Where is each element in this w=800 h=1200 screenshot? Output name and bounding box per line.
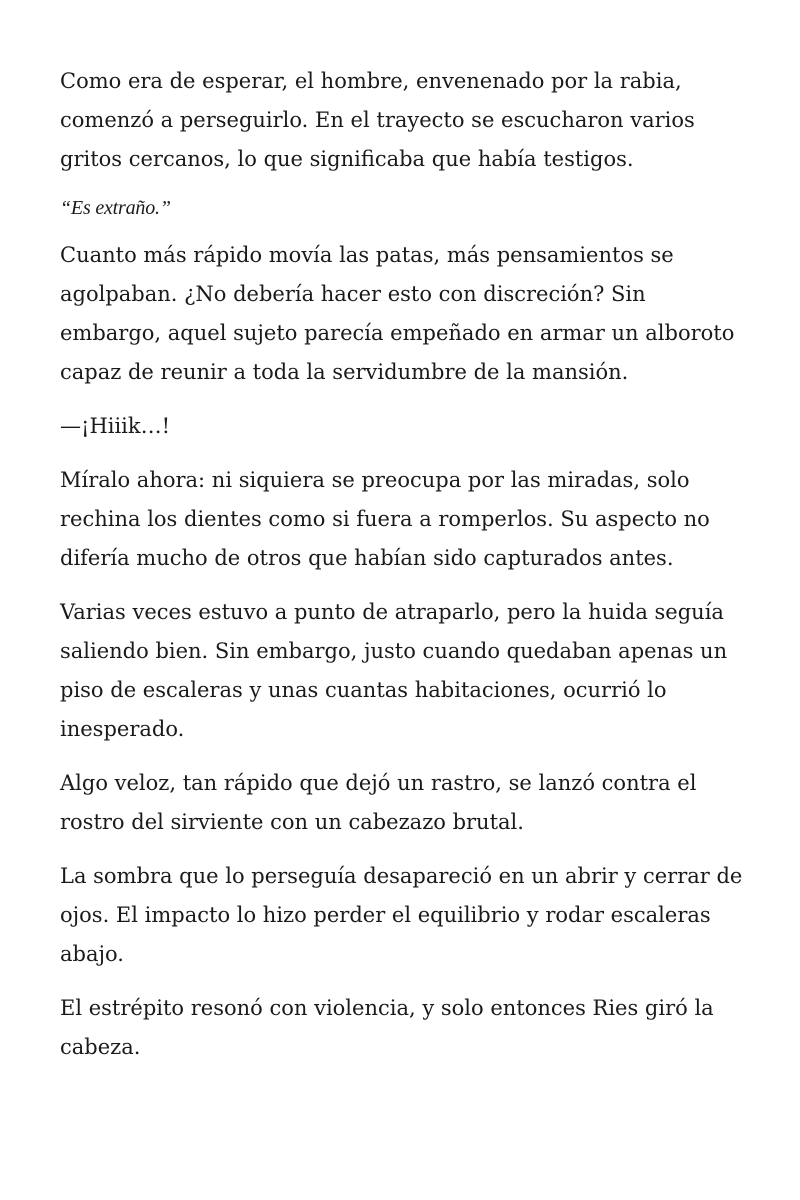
paragraph-7: El estrépito resonó con violencia, y solo entonces Ries giró la cabeza.	[60, 996, 714, 1059]
paragraph-3: Míralo ahora: ni siquiera se preocupa por las miradas, solo rechina los dientes como si fuera a romperlos. Su aspecto no difería mucho de otros que habían sido capturados antes.	[60, 468, 710, 570]
inner-thought: “Es extraño.”	[60, 197, 171, 219]
paragraph-2: Cuanto más rápido movía las patas, más pensamientos se agolpaban. ¿No debería hacer esto con discreción? Sin embargo, aquel sujeto parecía empeñado en armar un alboroto capaz de reunir a toda la servidumbre de la mansión.	[60, 243, 735, 384]
paragraph-4: Varias veces estuvo a punto de atraparlo, pero la huida seguía saliendo bien. Sin embargo, justo cuando quedaban apenas un piso de escaleras y unas cuantas habitaciones, ocurrió lo inesperado.	[60, 600, 728, 741]
paragraph-1: Como era de esperar, el hombre, envenenado por la rabia, comenzó a perseguirlo. En el trayecto se escucharon varios gritos cercanos, lo que significaba que había testigos.	[60, 69, 695, 171]
paragraph-5: Algo veloz, tan rápido que dejó un rastro, se lanzó contra el rostro del sirviente con un cabezazo brutal.	[60, 771, 697, 834]
document-page	[60, 62, 750, 1082]
paragraph-6: La sombra que lo perseguía desapareció en un abrir y cerrar de ojos. El impacto lo hizo perder el equilibrio y rodar escaleras abajo.	[60, 864, 743, 966]
dialogue-line: —¡Hiiik…!	[60, 414, 171, 438]
